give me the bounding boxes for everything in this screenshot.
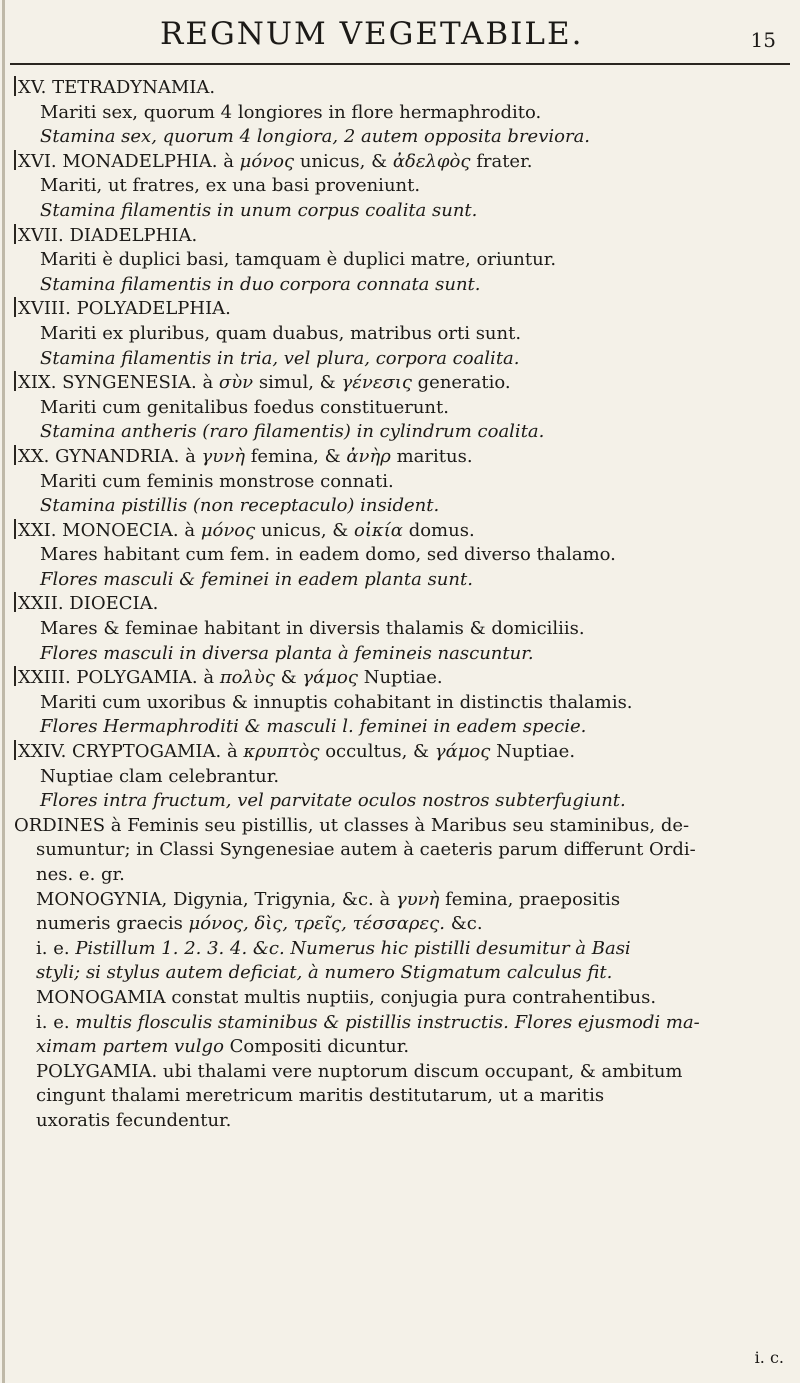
- class-character: Stamina sex, quorum 4 longiora, 2 autem opposita breviora.: [40, 126, 591, 148]
- heading-prep: à: [203, 667, 215, 689]
- gloss-text: unicus, &: [299, 150, 388, 172]
- greek-word: μόνος: [239, 150, 295, 172]
- numeris-line: [14, 912, 784, 937]
- greek-word: ἀνὴρ: [346, 445, 391, 467]
- class-character: Flores masculi & feminei in eadem planta sunt.: [40, 568, 473, 590]
- header-rule: [10, 63, 790, 65]
- class-description: Mariti, ut fratres, ex una basi proveniunt.: [40, 175, 421, 197]
- heading-text: XXII. DIOECIA.: [18, 593, 159, 615]
- greek-word: σὺν: [218, 372, 254, 394]
- class-heading-xxiii: [14, 666, 784, 691]
- heading-text: XXI. MONOECIA.: [18, 519, 179, 541]
- class-description: Mares & feminae habitant in diversis thalamis & domiciliis.: [40, 618, 585, 640]
- gloss-text: occultus, &: [325, 741, 430, 763]
- gloss-text: unicus, &: [260, 519, 349, 541]
- class-character: Flores masculi in diversa planta à femineis nascuntur.: [40, 642, 534, 664]
- heading-prep: à: [379, 888, 391, 910]
- gloss-text: Nuptiae.: [363, 667, 443, 689]
- compositi-text: Compositi dicuntur.: [229, 1036, 410, 1058]
- margin-bar: [14, 592, 16, 612]
- heading-text: XV. TETRADYNAMIA.: [18, 77, 216, 98]
- class-character: Stamina filamentis in unum corpus coalita sunt.: [40, 199, 478, 221]
- polygamia-line-3: uxoratis fecundentur.: [36, 1109, 232, 1131]
- margin-bar: [14, 76, 16, 96]
- class-character: Stamina pistillis (non receptaculo) insident.: [40, 495, 440, 517]
- monogynia-line: [14, 888, 784, 913]
- margin-bar: [14, 666, 16, 686]
- heading-prep: à: [185, 445, 196, 467]
- ximam-italic: ximam partem vulgo: [36, 1036, 224, 1058]
- class-heading-xv: [14, 76, 784, 101]
- gloss-text: generatio.: [417, 372, 511, 394]
- ordines-line-2: sumuntur; in Classi Syngenesiae autem à caeteris parum differunt Ordi-: [36, 839, 696, 861]
- flosculis-italic: multis flosculis staminibus & pistillis instructis. Flores ejusmodi ma-: [75, 1011, 700, 1033]
- heading-prep: à: [226, 741, 238, 763]
- ie-text: i. e.: [36, 937, 70, 959]
- class-description: Mariti sex, quorum 4 longiores in flore hermaphrodito.: [40, 101, 542, 123]
- running-title: REGNUM VEGETABILE.: [160, 16, 584, 52]
- gloss-text: frater.: [476, 150, 533, 172]
- class-heading-xvii: [14, 224, 784, 249]
- gloss-text: femina, &: [250, 445, 341, 467]
- ordines-line-1: ORDINES à Feminis seu pistillis, ut classes à Maribus seu staminibus, de-: [14, 814, 690, 836]
- greek-word: οἰκία: [354, 519, 403, 541]
- greek-word: μόνος: [200, 519, 256, 541]
- class-heading-xxiv: [14, 740, 784, 765]
- class-description: Mares habitant cum fem. in eadem domo, sed diverso thalamo.: [40, 544, 616, 566]
- greek-word: γάμος: [434, 741, 491, 763]
- polygamia-line-1: POLYGAMIA. ubi thalami vere nuptorum discum occupant, & ambitum: [36, 1060, 683, 1082]
- heading-text: XXIV. CRYPTOGAMIA.: [18, 741, 222, 763]
- class-heading-xxii: [14, 592, 784, 617]
- class-description: Mariti cum uxoribus & innuptis cohabitant in distinctis thalamis.: [40, 691, 633, 713]
- margin-bar: [14, 150, 16, 170]
- gloss-text: femina, praepositis: [445, 888, 621, 910]
- class-description: Mariti cum genitalibus foedus constituerunt.: [40, 396, 449, 418]
- flosculis-line: [14, 1011, 784, 1036]
- pistillum-italic: Pistillum 1. 2. 3. 4. &c. Numerus hic pistilli desumitur à Basi: [75, 937, 631, 959]
- heading-text: XVI. MONADELPHIA.: [18, 150, 218, 172]
- greek-word: γένεσις: [341, 372, 412, 394]
- class-character: Stamina filamentis in tria, vel plura, corpora coalita.: [40, 347, 520, 369]
- margin-bar: [14, 519, 16, 539]
- heading-text: XXIII. POLYGAMIA.: [18, 667, 198, 689]
- numeris-text: numeris graecis: [36, 913, 183, 935]
- class-heading-xx: [14, 445, 784, 470]
- class-description: Mariti è duplici basi, tamquam è duplici matre, oriuntur.: [40, 249, 557, 271]
- class-description: Nuptiae clam celebrantur.: [40, 765, 280, 787]
- class-description: Mariti cum feminis monstrose connati.: [40, 470, 394, 492]
- class-character: Flores Hermaphroditi & masculi l. feminei in eadem specie.: [40, 716, 587, 738]
- polygamia-line-2: cingunt thalami meretricum maritis destitutarum, ut a maritis: [36, 1085, 605, 1107]
- heading-text: XIX. SYNGENESIA.: [18, 372, 197, 394]
- heading-text: XX. GYNANDRIA.: [18, 445, 180, 467]
- monogynia-text: MONOGYNIA, Digynia, Trigynia, &c.: [36, 888, 374, 910]
- running-header: [160, 14, 780, 54]
- page-edge-shadow: [2, 0, 5, 1383]
- gloss-text: Nuptiae.: [496, 741, 576, 763]
- gloss-text: domus.: [408, 519, 475, 541]
- class-heading-xviii: [14, 297, 784, 322]
- heading-text: XVII. DIADELPHIA.: [18, 224, 198, 246]
- ordines-line-3: nes. e. gr.: [36, 864, 125, 885]
- class-heading-xix: [14, 371, 784, 396]
- catchword: i. c.: [754, 1348, 784, 1367]
- margin-bar: [14, 297, 16, 317]
- margin-bar: [14, 224, 16, 244]
- margin-bar: [14, 371, 16, 391]
- pistillum-line: [14, 937, 784, 962]
- greek-word: γάμος: [302, 667, 358, 689]
- class-heading-xvi: [14, 150, 784, 175]
- gloss-text: &: [280, 667, 297, 689]
- gloss-text: simul, &: [258, 372, 336, 394]
- margin-bar: [14, 445, 16, 465]
- class-heading-xxi: [14, 519, 784, 544]
- heading-prep: à: [202, 372, 214, 394]
- compositi-line: [14, 1035, 784, 1060]
- greek-word: ἀδελφὸς: [392, 150, 471, 172]
- class-description: Mariti ex pluribus, quam duabus, matribus orti sunt.: [40, 322, 522, 344]
- class-character: Flores intra fructum, vel parvitate oculos nostros subterfugiunt.: [40, 790, 626, 812]
- heading-prep: à: [223, 150, 234, 172]
- margin-bar: [14, 740, 16, 760]
- heading-prep: à: [184, 519, 196, 541]
- ie-text: i. e.: [36, 1011, 70, 1033]
- greek-word: γυνὴ: [395, 888, 440, 910]
- class-character: Stamina filamentis in duo corpora connata sunt.: [40, 273, 481, 295]
- heading-text: XVIII. POLYADELPHIA.: [18, 298, 231, 320]
- styli-line: styli; si stylus autem deficiat, à numero Stigmatum calculus fit.: [36, 962, 613, 984]
- page-number: 15: [750, 28, 776, 52]
- page-body: [14, 76, 784, 1134]
- greek-word: γυνὴ: [201, 445, 245, 467]
- class-character: Stamina antheris (raro filamentis) in cylindrum coalita.: [40, 421, 545, 443]
- etc-text: &c.: [450, 913, 483, 935]
- greek-word: πολὺς: [219, 667, 275, 689]
- greek-word: κρυπτὸς: [243, 741, 320, 763]
- gloss-text: maritus.: [396, 445, 473, 467]
- greek-numerals: μόνος, δὶς, τρεῖς, τέσσαρες.: [188, 913, 445, 935]
- monogamia-line: MONOGAMIA constat multis nuptiis, conjugia pura contrahentibus.: [36, 986, 657, 1008]
